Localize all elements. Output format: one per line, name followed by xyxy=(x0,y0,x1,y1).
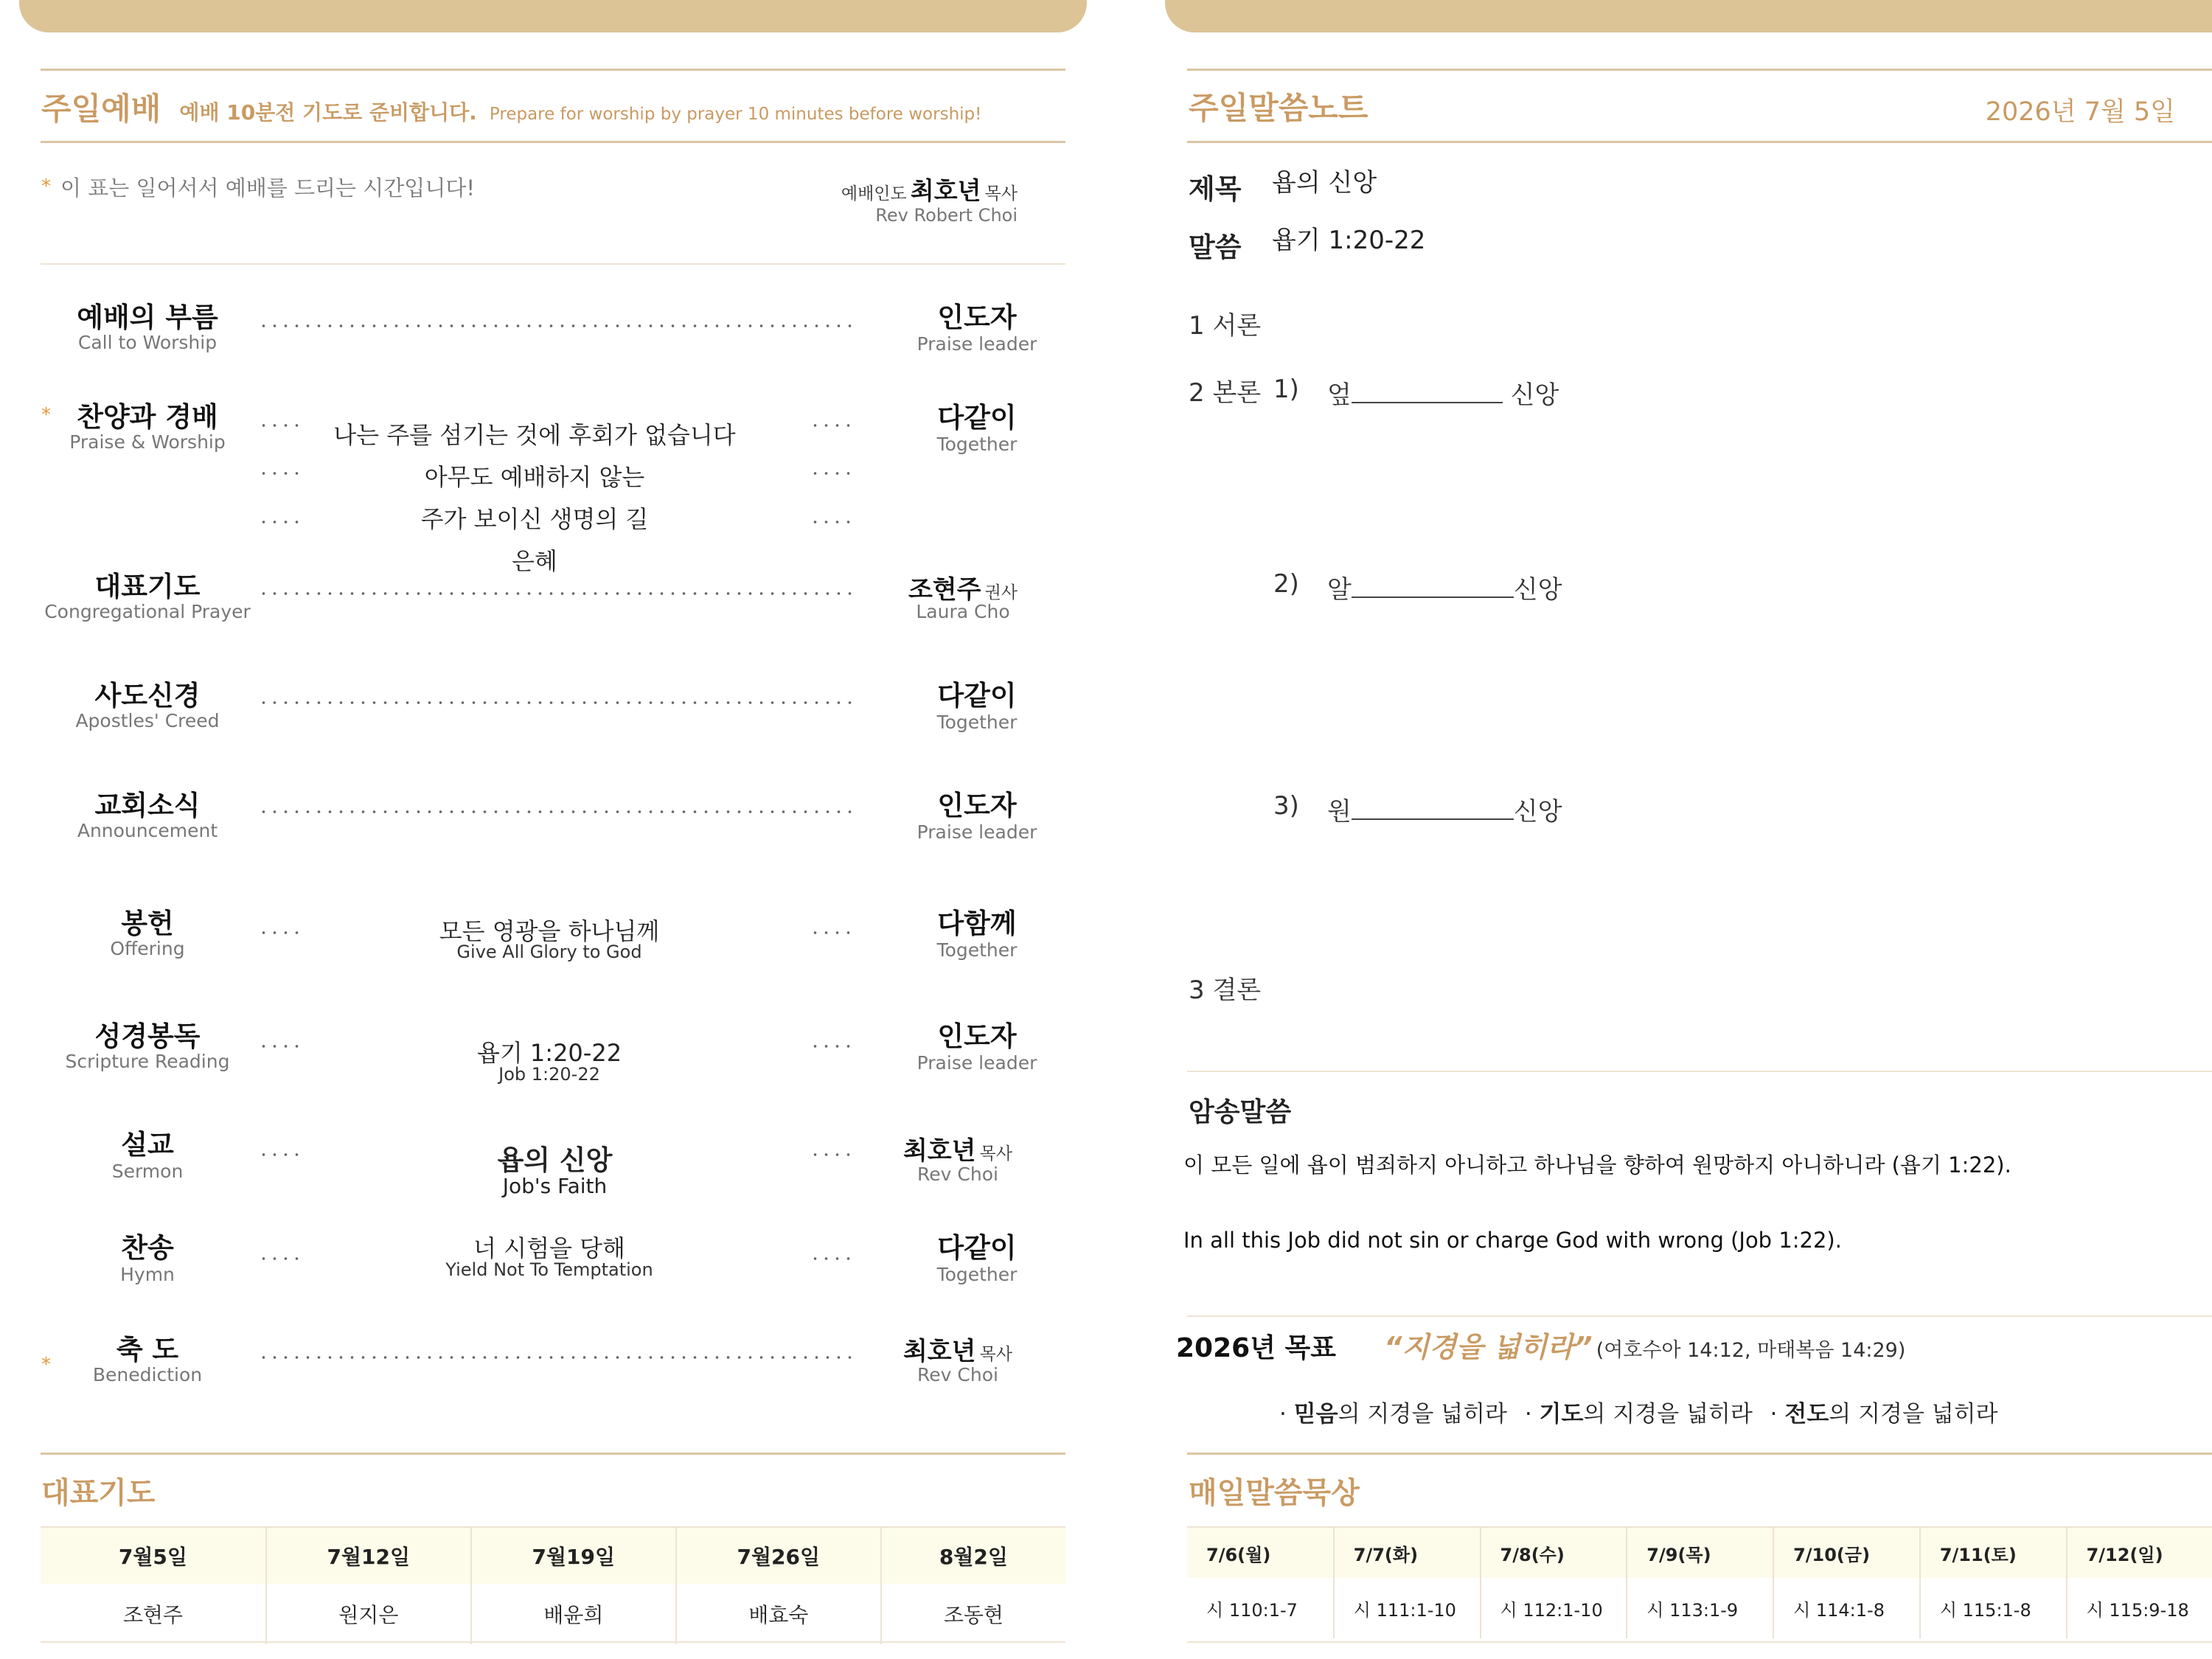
table-cell: 7월5일 xyxy=(41,1528,266,1584)
note-point-post: 신앙 xyxy=(1502,380,1559,410)
order-item-eng: Announcement xyxy=(77,820,218,841)
note-point-pre: 엎 xyxy=(1327,380,1352,410)
order-right-kor: 다같이 xyxy=(937,680,1017,712)
section-sub-kor: 예배 10분전 기도로 준비합니다. xyxy=(179,100,477,125)
order-item-eng: Call to Worship xyxy=(77,332,218,353)
order-right-eng: Together xyxy=(936,1264,1018,1285)
divider xyxy=(41,1641,1065,1643)
table-row xyxy=(41,1584,1065,1644)
order-right-title: 목사 xyxy=(979,1144,1013,1164)
order-right xyxy=(877,1130,1038,1166)
year-goal-items xyxy=(1279,1395,1998,1428)
order-item-kor: 교회소식 xyxy=(94,790,201,821)
note-body: 2 본론 xyxy=(1189,378,1262,408)
table-cell: 7월12일 xyxy=(266,1528,471,1584)
table-cell: 7/11(토) xyxy=(1920,1528,2067,1578)
order-item-kor: 봉헌 xyxy=(121,908,174,939)
order-right-title: 권사 xyxy=(984,583,1018,602)
memory-verse-kor: 이 모든 일에 욥이 범죄하지 아니하고 하나님을 향하여 원망하지 아니하니라 (욥기 1:22). xyxy=(1183,1152,2011,1178)
note-point-pre: 원 xyxy=(1327,797,1352,827)
order-right-kor: 다함께 xyxy=(937,908,1017,939)
right-top-tab xyxy=(1165,0,2212,32)
order-right-kor: 최호년 xyxy=(902,1337,976,1366)
order-item-eng: Offering xyxy=(110,938,185,959)
order-item-kor: 성경봉독 xyxy=(94,1020,201,1052)
hymn-title: 너 시험을 당해 xyxy=(473,1234,625,1262)
memory-verse-title: 암송말씀 xyxy=(1189,1097,1292,1127)
sermon-title: 욥의 신앙 xyxy=(497,1144,613,1176)
order-item-eng: Congregational Prayer xyxy=(44,601,251,622)
table-cell: 7월19일 xyxy=(471,1528,676,1584)
dot-leader xyxy=(258,422,302,429)
order-right-title: 목사 xyxy=(979,1345,1013,1364)
divider xyxy=(41,263,1065,265)
worship-leader xyxy=(737,172,1018,206)
order-item-kor: 사도신경 xyxy=(94,680,201,712)
table-cell: 7/6(월) xyxy=(1187,1528,1334,1578)
dot-leader xyxy=(258,699,859,706)
note-verse-label: 말씀 xyxy=(1189,232,1242,263)
song-title: 아무도 예배하지 않는 xyxy=(424,463,645,491)
order-right-eng: Praise leader xyxy=(917,333,1037,355)
order-right xyxy=(877,1331,1038,1367)
scripture-ref-eng: Job 1:20-22 xyxy=(498,1064,600,1085)
table-cell: 조현주 xyxy=(41,1584,266,1644)
order-item-eng: Praise & Worship xyxy=(69,431,226,453)
order-item-kor: 찬양과 경배 xyxy=(77,401,218,433)
order-right-kor: 최호년 xyxy=(902,1136,976,1166)
year-goal-quote: “지경을 넓히라” xyxy=(1384,1331,1593,1363)
memory-verse-eng: In all this Job did not sin or charge God with wrong (Job 1:22). xyxy=(1183,1228,1842,1253)
dot-leader xyxy=(258,590,859,597)
note-point-num: 1) xyxy=(1273,375,1299,404)
order-right xyxy=(877,569,1048,605)
daily-meditation-table xyxy=(1187,1528,2212,1638)
table-cell: 7/7(화) xyxy=(1334,1528,1481,1578)
table-cell: 7월26일 xyxy=(676,1528,881,1584)
dot-leader xyxy=(810,518,854,526)
order-right-kor: 다같이 xyxy=(937,1232,1017,1264)
divider xyxy=(1187,1453,2212,1455)
fill-in-blank xyxy=(1352,796,1514,820)
divider xyxy=(1187,141,2212,143)
goal-item-keyword: 믿음 xyxy=(1293,1401,1338,1427)
year-goal xyxy=(1176,1324,1905,1365)
table-cell: 7/10(금) xyxy=(1773,1528,1920,1578)
table-cell: 배효숙 xyxy=(676,1584,881,1644)
order-item-eng: Benediction xyxy=(92,1364,203,1385)
order-item-kor: 설교 xyxy=(121,1129,174,1161)
dot-leader xyxy=(810,1151,854,1158)
dot-leader xyxy=(258,1354,859,1361)
order-item-eng: Sermon xyxy=(111,1161,184,1182)
offering-title: 모든 영광을 하나님께 xyxy=(439,917,660,945)
note-title-label: 제목 xyxy=(1189,173,1242,205)
order-right-kor: 인도자 xyxy=(937,302,1017,333)
table-cell: 시 112:1-10 xyxy=(1481,1578,1627,1638)
prayer-schedule-table xyxy=(41,1528,1065,1644)
table-cell: 시 115:9-18 xyxy=(2086,1599,2189,1621)
note-point-post: 신앙 xyxy=(1513,797,1562,827)
table-cell: 7/8(수) xyxy=(1481,1528,1627,1578)
leader-name: 최호년 xyxy=(910,176,981,205)
note-point-pre: 알 xyxy=(1327,575,1352,605)
divider xyxy=(41,141,1065,143)
order-item-kor: 축 도 xyxy=(116,1334,179,1366)
order-right-kor: 인도자 xyxy=(937,1020,1017,1052)
dot-leader xyxy=(810,470,854,477)
stand-note: 이 표는 일어서서 예배를 드리는 시간입니다! xyxy=(60,175,475,201)
note-point-post: 신앙 xyxy=(1513,575,1562,605)
leader-eng: Rev Robert Choi xyxy=(875,205,1018,226)
divider xyxy=(1187,69,2212,71)
order-right-eng: Rev Choi xyxy=(917,1364,998,1385)
dot-leader xyxy=(258,1255,302,1262)
offering-title-eng: Give All Glory to God xyxy=(456,942,642,962)
order-right-kor: 조현주 xyxy=(908,575,981,605)
dot-leader xyxy=(810,929,854,936)
note-point-num: 2) xyxy=(1273,569,1299,599)
left-top-tab xyxy=(19,0,1087,32)
fill-in-blank xyxy=(1352,380,1503,403)
table-cell: 7/9(목) xyxy=(1627,1528,1773,1578)
song-title: 주가 보이신 생명의 길 xyxy=(420,505,649,533)
order-right-eng: Praise leader xyxy=(917,821,1037,843)
goal-item-keyword: 전도 xyxy=(1784,1401,1829,1427)
order-right-eng: Together xyxy=(936,434,1018,455)
note-point xyxy=(1327,569,1562,605)
bullet: · xyxy=(1524,1401,1532,1427)
song-title: 나는 주를 섬기는 것에 후회가 없습니다 xyxy=(333,421,736,449)
order-right-eng: Together xyxy=(936,939,1018,961)
order-right-eng: Laura Cho xyxy=(916,601,1010,622)
table-cell: 원지은 xyxy=(266,1584,471,1644)
order-item-eng: Scripture Reading xyxy=(65,1051,230,1072)
divider xyxy=(1187,1641,2212,1643)
divider xyxy=(1187,1315,2212,1317)
star-icon: * xyxy=(41,404,51,426)
dot-leader xyxy=(258,518,302,526)
fill-in-blank xyxy=(1352,574,1514,598)
order-right-eng: Rev Choi xyxy=(917,1164,998,1185)
note-point xyxy=(1327,791,1562,827)
section-sub-eng: Prepare for worship by prayer 10 minutes before worship! xyxy=(489,105,982,124)
dot-leader xyxy=(258,929,302,936)
divider xyxy=(41,1453,1065,1455)
daily-meditation-title: 매일말씀묵상 xyxy=(1189,1476,1360,1510)
order-right-kor: 다같이 xyxy=(937,402,1017,434)
bullet: · xyxy=(1279,1401,1287,1427)
goal-item-text: 의 지경을 넓히라 xyxy=(1829,1401,1998,1427)
table-cell: 조동현 xyxy=(943,1603,1004,1627)
goal-item-keyword: 기도 xyxy=(1539,1401,1584,1427)
year-goal-label: 2026년 목표 xyxy=(1176,1333,1337,1363)
table-cell: 시 110:1-7 xyxy=(1187,1578,1334,1638)
note-verse-value: 욥기 1:20-22 xyxy=(1272,226,1426,255)
table-cell: 배윤희 xyxy=(471,1584,676,1644)
goal-item-text: 의 지경을 넓히라 xyxy=(1583,1401,1753,1427)
note-conclusion: 3 결론 xyxy=(1189,975,1262,1005)
table-header-row xyxy=(1187,1528,2212,1578)
goal-item-text: 의 지경을 넓히라 xyxy=(1338,1401,1507,1427)
dot-leader xyxy=(810,422,854,429)
hymn-title-eng: Yield Not To Temptation xyxy=(445,1259,653,1280)
dot-leader xyxy=(258,470,302,477)
dot-leader xyxy=(258,322,859,330)
order-item-kor: 예배의 부름 xyxy=(77,302,218,333)
prayer-schedule-title: 대표기도 xyxy=(41,1476,156,1510)
section-title: 주일예배 xyxy=(41,91,161,127)
table-cell: 시 113:1-9 xyxy=(1627,1578,1773,1638)
bullet: · xyxy=(1770,1401,1778,1427)
order-item-kor: 대표기도 xyxy=(94,571,201,602)
sermon-note-title: 주일말씀노트 xyxy=(1189,90,1368,126)
leader-title: 목사 xyxy=(984,184,1018,204)
order-right-kor: 인도자 xyxy=(937,790,1017,821)
star-icon: * xyxy=(41,175,51,198)
note-point xyxy=(1327,375,1559,411)
dot-leader xyxy=(810,1255,854,1262)
note-point-num: 3) xyxy=(1273,791,1299,821)
sermon-title-eng: Job's Faith xyxy=(502,1174,608,1198)
divider xyxy=(41,69,1065,71)
order-item-kor: 찬송 xyxy=(121,1232,174,1264)
worship-header xyxy=(41,85,981,129)
year-goal-ref: (여호수아 14:12, 마태복음 14:29) xyxy=(1596,1339,1906,1362)
table-cell: 8월2일 xyxy=(881,1528,1065,1584)
note-intro: 1 서론 xyxy=(1189,311,1262,341)
order-right-eng: Together xyxy=(936,712,1018,733)
dot-leader xyxy=(810,1043,854,1050)
table-row xyxy=(1187,1578,2212,1638)
divider xyxy=(1187,1071,2212,1072)
order-right-eng: Praise leader xyxy=(917,1052,1037,1074)
song-title: 은혜 xyxy=(512,547,557,575)
dot-leader xyxy=(258,1151,302,1158)
order-item-eng: Apostles' Creed xyxy=(75,710,220,731)
scripture-ref: 욥기 1:20-22 xyxy=(476,1039,622,1067)
leader-label: 예배인도 xyxy=(841,184,907,204)
order-item-eng: Hymn xyxy=(120,1264,175,1285)
star-icon: * xyxy=(41,1354,51,1376)
table-cell: 시 115:1-8 xyxy=(1920,1578,2067,1638)
table-cell: 7/12(일) xyxy=(2067,1528,2212,1578)
table-header-row xyxy=(41,1528,1065,1584)
dot-leader xyxy=(258,1043,302,1050)
table-cell: 시 111:1-10 xyxy=(1334,1578,1481,1638)
sermon-date: 2026년 7월 5일 xyxy=(1985,97,2175,127)
table-cell: 시 114:1-8 xyxy=(1773,1578,1920,1638)
note-title-value: 욥의 신앙 xyxy=(1272,168,1377,198)
dot-leader xyxy=(258,808,859,815)
